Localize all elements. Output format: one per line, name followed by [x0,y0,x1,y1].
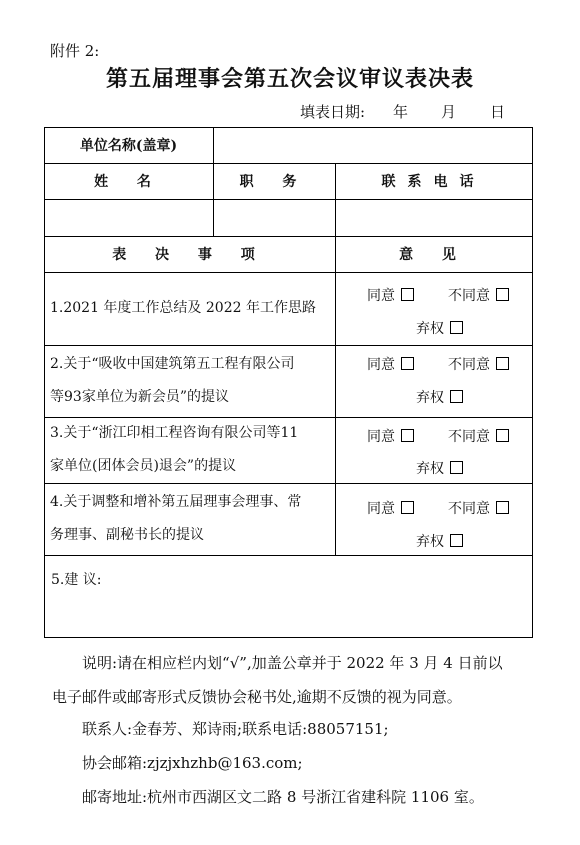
vote-item-text: 等93家单位为新会员”的提议 [50,389,229,405]
page-title: 第五届理事会第五次会议审议表决表 [105,66,474,92]
checkbox-icon[interactable] [496,429,509,442]
note-line-2: 电子邮件或邮寄形式反馈协会秘书处,逾期不反馈的视为同意。 [52,688,462,706]
vote-item-text: 2.关于“吸收中国建筑第五工程有限公司 [50,356,295,372]
contact-info: 联系人:金春芳、郑诗雨;联系电话:88057151; [82,720,389,738]
email-info: 协会邮箱:zjzjxhzhb@163.com; [82,754,303,772]
opinion-header: 意 见 [399,247,468,263]
checkbox-icon[interactable] [401,357,414,370]
table-border-right [532,127,533,638]
phone-column-header: 联系电话 [381,174,486,190]
unit-name-field[interactable] [214,128,532,163]
suggestion-field[interactable] [45,597,532,637]
name-field[interactable] [45,200,213,236]
agree-option[interactable]: 同意 [367,354,414,374]
abstain-option[interactable]: 弃权 [416,458,463,478]
vote-item-text: 务理事、副秘书长的提议 [50,527,204,543]
disagree-option[interactable]: 不同意 [448,354,509,374]
abstain-option[interactable]: 弃权 [416,318,463,338]
vote-item-4 [44,483,335,555]
fill-date-year: 年 [393,103,409,121]
items-header: 表 决 事 项 [112,247,267,263]
vote-item-1 [44,272,335,345]
checkbox-icon[interactable] [401,288,414,301]
checkbox-icon[interactable] [450,321,463,334]
checkbox-icon[interactable] [401,429,414,442]
suggestion-label: 5.建 议: [51,572,102,588]
checkbox-icon[interactable] [450,390,463,403]
disagree-option[interactable]: 不同意 [448,285,509,305]
vote-item-text: 家单位(团体会员)退会”的提议 [50,458,237,474]
checkbox-icon[interactable] [450,461,463,474]
vote-item-text: 3.关于“浙江印相工程咨询有限公司等11 [50,425,299,441]
note-line-1: 说明:请在相应栏内划“√”,加盖公章并于 2022 年 3 月 4 日前以 [82,654,503,672]
disagree-option[interactable]: 不同意 [448,498,509,518]
agree-option[interactable]: 同意 [367,498,414,518]
name-column-header: 姓 名 [94,174,163,190]
checkbox-icon[interactable] [496,501,509,514]
vote-item-2 [44,345,335,417]
vote-item-3 [44,417,335,483]
checkbox-icon[interactable] [496,288,509,301]
position-field[interactable] [214,200,335,236]
abstain-option[interactable]: 弃权 [416,387,463,407]
voting-form-table [44,127,533,638]
vote-item-text: 4.关于调整和增补第五届理事会理事、常 [50,494,302,510]
agree-option[interactable]: 同意 [367,426,414,446]
fill-date-label: 填表日期: [300,103,366,121]
table-rule [44,555,533,556]
phone-field[interactable] [336,200,532,236]
table-border-bottom [44,637,533,638]
agree-option[interactable]: 同意 [367,285,414,305]
checkbox-icon[interactable] [450,534,463,547]
attachment-label: 附件 2: [50,42,100,60]
checkbox-icon[interactable] [401,501,414,514]
unit-name-label: 单位名称(盖章) [79,138,178,154]
position-column-header: 职 务 [239,174,309,190]
address-info: 邮寄地址:杭州市西湖区文二路 8 号浙江省建科院 1106 室。 [82,788,484,806]
fill-date-day: 日 [490,103,506,121]
checkbox-icon[interactable] [496,357,509,370]
abstain-option[interactable]: 弃权 [416,531,463,551]
vote-item-text: 1.2021 年度工作总结及 2022 年工作思路 [50,300,316,316]
fill-date-month: 月 [441,103,457,121]
disagree-option[interactable]: 不同意 [448,426,509,446]
